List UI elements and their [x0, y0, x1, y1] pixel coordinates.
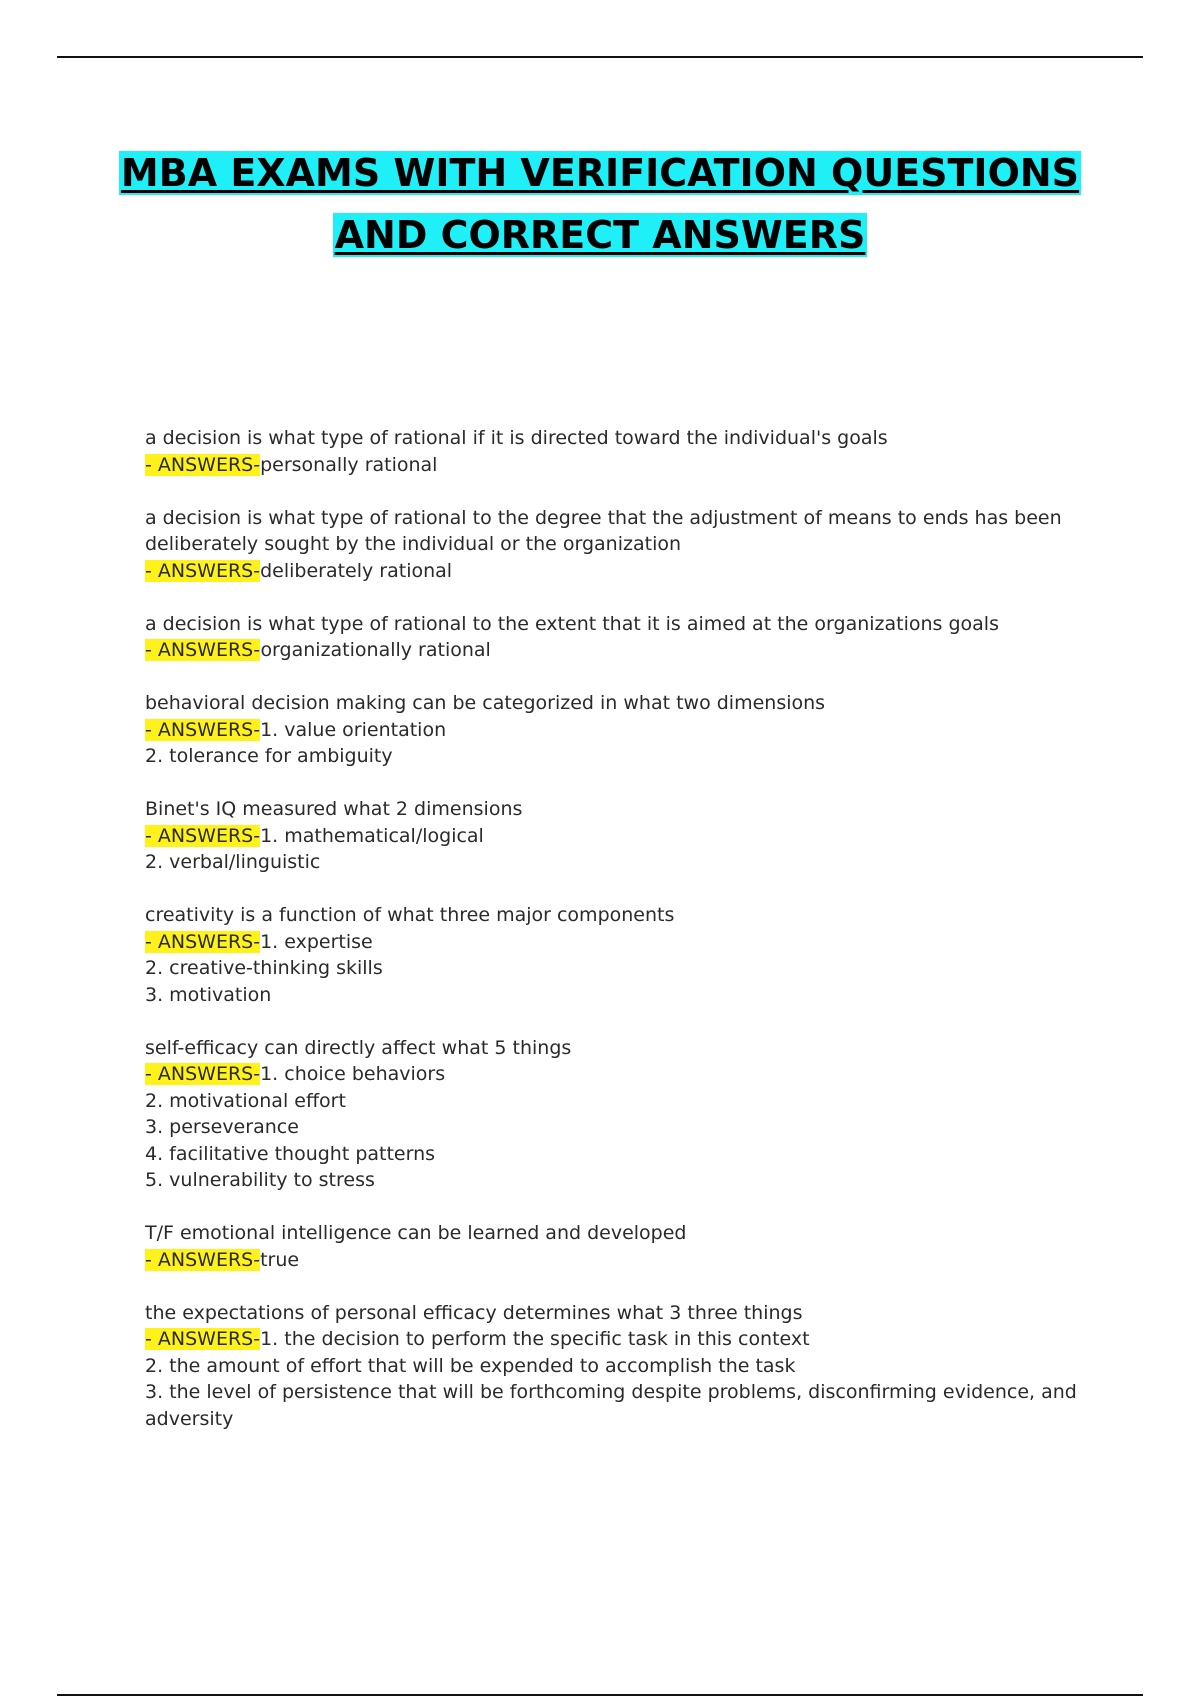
answer-text: 3. the level of persistence that will be forthcoming despite problems, disconfirming evidence, and adversity: [145, 1381, 1083, 1430]
answer-text: 3. motivation: [145, 983, 272, 1006]
answer-text: true: [260, 1248, 300, 1271]
answer-tag: - ANSWERS-: [145, 1063, 261, 1085]
answer-text: 1. expertise: [260, 930, 373, 953]
question-text: a decision is what type of rational if it is directed toward the individual's goals: [145, 427, 888, 449]
qa-list: [145, 425, 1085, 1459]
answer-line: [145, 823, 1085, 850]
qa-item: [145, 1300, 1085, 1433]
qa-item: [145, 690, 1085, 770]
answer-line: [145, 558, 1085, 585]
answer-line: [145, 717, 1085, 744]
answer-line: [145, 929, 1085, 956]
answer-tag: - ANSWERS-: [145, 718, 261, 741]
answer-line: [145, 982, 1085, 1009]
answer-text: 3. perseverance: [145, 1116, 299, 1138]
answer-line: [145, 452, 1085, 479]
answer-text: 1. value orientation: [260, 718, 447, 741]
answer-text: personally rational: [260, 453, 438, 476]
question-text: Binet's IQ measured what 2 dimensions: [145, 798, 523, 820]
answer-text: 4. facilitative thought patterns: [145, 1142, 436, 1165]
document-title: [100, 142, 1100, 266]
qa-item: [145, 902, 1085, 1008]
answer-text: 1. the decision to perform the specific task in this context: [260, 1328, 810, 1350]
title-line-1: MBA EXAMS WITH VERIFICATION QUESTIONS: [120, 151, 1080, 195]
answer-line: [145, 1326, 1085, 1353]
answer-text: 2. the amount of effort that will be expended to accomplish the task: [145, 1354, 796, 1377]
answer-text: 2. motivational effort: [145, 1089, 346, 1112]
title-line-2: AND CORRECT ANSWERS: [334, 213, 866, 257]
answer-text: deliberately rational: [260, 559, 453, 582]
answer-line: [145, 1247, 1085, 1274]
answer-tag: - ANSWERS-: [145, 453, 261, 476]
qa-item: [145, 505, 1085, 585]
question-text: the expectations of personal efficacy determines what 3 three things: [145, 1301, 803, 1324]
question-text: self-efficacy can directly affect what 5 things: [145, 1036, 572, 1059]
question-text: creativity is a function of what three major components: [145, 904, 675, 926]
answer-tag: - ANSWERS-: [145, 639, 261, 661]
answer-text: 2. verbal/linguistic: [145, 851, 321, 873]
answer-text: 1. choice behaviors: [260, 1063, 446, 1085]
question-text: a decision is what type of rational to the extent that it is aimed at the organizations goals: [145, 612, 999, 635]
answer-text: 1. mathematical/logical: [260, 824, 484, 847]
answer-line: [145, 1379, 1085, 1432]
answer-tag: - ANSWERS-: [145, 1248, 261, 1271]
header-rule: [57, 56, 1143, 58]
qa-item: [145, 1220, 1085, 1273]
footer-rule: [57, 1694, 1143, 1696]
answer-tag: - ANSWERS-: [145, 824, 261, 847]
answer-text: 2. creative-thinking skills: [145, 957, 383, 979]
qa-item: [145, 1035, 1085, 1194]
answer-line: [145, 1114, 1085, 1141]
answer-line: [145, 1167, 1085, 1194]
answer-text: organizationally rational: [260, 639, 491, 661]
answer-line: [145, 1061, 1085, 1088]
answer-line: [145, 743, 1085, 770]
answer-line: [145, 637, 1085, 664]
question-text: a decision is what type of rational to the degree that the adjustment of means to ends has been deliberately sought by the individual or the organization: [145, 506, 1068, 555]
answer-tag: - ANSWERS-: [145, 1328, 261, 1350]
answer-text: 5. vulnerability to stress: [145, 1169, 375, 1191]
question-text: behavioral decision making can be categorized in what two dimensions: [145, 692, 826, 714]
answer-line: [145, 1141, 1085, 1168]
qa-item: [145, 796, 1085, 876]
answer-line: [145, 955, 1085, 982]
qa-item: [145, 611, 1085, 664]
answer-line: [145, 849, 1085, 876]
answer-line: [145, 1353, 1085, 1380]
question-text: T/F emotional intelligence can be learned and developed: [145, 1222, 687, 1244]
answer-text: 2. tolerance for ambiguity: [145, 745, 393, 767]
qa-item: [145, 425, 1085, 478]
answer-tag: - ANSWERS-: [145, 930, 261, 953]
answer-line: [145, 1088, 1085, 1115]
answer-tag: - ANSWERS-: [145, 559, 261, 582]
